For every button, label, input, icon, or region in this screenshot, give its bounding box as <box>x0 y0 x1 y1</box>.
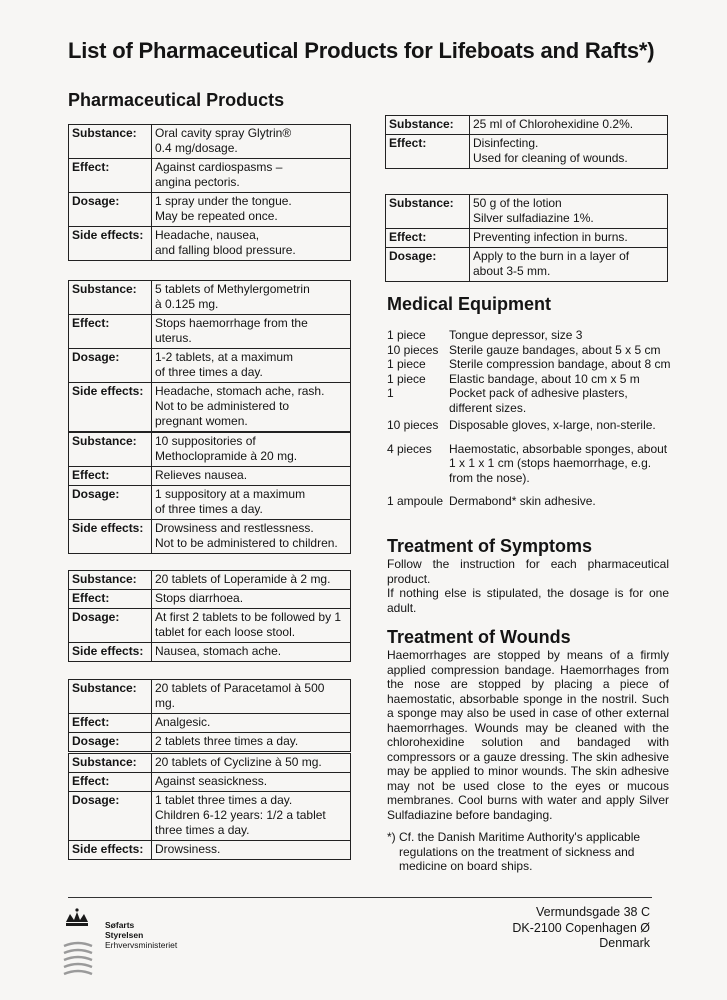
equipment-qty: 10 pieces <box>387 418 439 432</box>
treatment-of-wounds-text: Haemorrhages are stopped by means of a firmly applied compression bandage. Haemorrhages from the nose are stopped by placing a piece of haemostatic, absorbable sponge in the nostril. Such a sponge may also be used in case of other external haemorrhages. Wounds may be cleaned with the chlorohexidine solution and bandaged with compressors or a gauze dressing. The skin adhesive may be applied to minor wounds. The skin adhesive may not be used close to the eyes or mucous membranes. Cool burns with water and apply Silver Sulfadiazine before bandaging. <box>387 648 669 822</box>
substance-value: 20 tablets of Paracetamol à 500 mg. <box>152 680 351 714</box>
equipment-desc: Dermabond* skin adhesive. <box>449 494 596 508</box>
logo-line-3: Erhvervsministeriet <box>105 940 178 950</box>
effect-value: Stops diarrhoea. <box>152 590 351 609</box>
equipment-desc: Disposable gloves, x-large, non-sterile. <box>449 418 656 432</box>
table-row <box>69 520 351 554</box>
substance-label: Substance: <box>69 571 152 590</box>
side-effects-value: Headache, nausea, and falling blood pressure. <box>152 227 351 261</box>
table-row <box>69 227 351 261</box>
effect-value: Disinfecting. Used for cleaning of wounds. <box>470 135 668 169</box>
list-item <box>387 386 677 415</box>
equipment-desc: Tongue depressor, size 3 <box>449 328 583 342</box>
substance-value: 50 g of the lotion Silver sulfadiazine 1%. <box>470 195 668 229</box>
list-item <box>387 328 677 343</box>
dosage-label: Dosage: <box>69 792 152 841</box>
substance-label: Substance: <box>69 433 152 467</box>
table-row <box>386 135 668 169</box>
substance-value: 25 ml of Chlorohexidine 0.2%. <box>470 116 668 135</box>
treatment-of-symptoms-heading: Treatment of Symptoms <box>387 536 593 556</box>
product-table-cyclizine <box>68 753 351 860</box>
table-row <box>69 383 351 432</box>
table-row <box>386 116 668 135</box>
dosage-label: Dosage: <box>386 248 470 282</box>
effect-label: Effect: <box>69 159 152 193</box>
logo-wordmark <box>105 920 177 950</box>
effect-label: Effect: <box>69 315 152 349</box>
list-item <box>387 357 677 372</box>
table-row <box>69 315 351 349</box>
treatment-of-symptoms-section <box>387 535 669 615</box>
page-title: List of Pharmaceutical Products for Lifeboats and Rafts*) <box>68 38 655 63</box>
table-row <box>69 754 351 773</box>
footer-divider <box>68 897 652 898</box>
table-row <box>69 773 351 792</box>
substance-label: Substance: <box>69 281 152 315</box>
side-effects-label: Side effects: <box>69 227 152 261</box>
treatment-of-symptoms-text-1: Follow the instruction for each pharmaceutical product. <box>387 557 669 586</box>
dosage-label: Dosage: <box>69 349 152 383</box>
equipment-qty: 1 piece <box>387 328 426 342</box>
pharmaceutical-products-heading: Pharmaceutical Products <box>68 90 285 110</box>
substance-value: 20 tablets of Cyclizine à 50 mg. <box>152 754 351 773</box>
equipment-desc: Elastic bandage, about 10 cm x 5 m <box>449 371 640 386</box>
effect-value: Against cardiospasms – angina pectoris. <box>152 159 351 193</box>
effect-value: Stops haemorrhage from the uterus. <box>152 315 351 349</box>
table-row <box>386 248 668 282</box>
side-effects-value: Drowsiness. <box>152 841 351 860</box>
substance-label: Substance: <box>69 680 152 714</box>
list-item <box>387 442 677 486</box>
table-row <box>69 643 351 662</box>
substance-label: Substance: <box>386 116 470 135</box>
equipment-desc: Haemostatic, absorbable sponges, about 1 x 1 x 1 cm (stops haemorrhage, e.g. from the nose). <box>449 441 668 485</box>
equipment-qty: 10 pieces <box>387 342 439 357</box>
effect-value: Analgesic. <box>152 714 351 733</box>
table-row <box>69 467 351 486</box>
side-effects-value: Drowsiness and restlessness. Not to be administered to children. <box>152 520 351 554</box>
table-row <box>69 349 351 383</box>
dosage-label: Dosage: <box>69 733 152 752</box>
equipment-qty: 4 pieces <box>387 441 432 456</box>
dosage-value: 1 spray under the tongue. May be repeated once. <box>152 193 351 227</box>
address-city: DK-2100 Copenhagen Ø <box>512 920 650 935</box>
substance-label: Substance: <box>69 125 152 159</box>
effect-label: Effect: <box>386 135 470 169</box>
dosage-label: Dosage: <box>69 609 152 643</box>
effect-value: Against seasickness. <box>152 773 351 792</box>
list-item <box>387 343 677 358</box>
list-item <box>387 494 677 509</box>
address-country: Denmark <box>599 936 650 950</box>
effect-value: Relieves nausea. <box>152 467 351 486</box>
equipment-qty: 1 <box>387 386 394 400</box>
logo-line-1: Søfarts <box>105 920 135 930</box>
product-table-paracetamol <box>68 679 351 752</box>
product-table-chlorohexidine <box>385 115 668 169</box>
table-row <box>69 193 351 227</box>
logo-line-2: Styrelsen <box>105 930 144 940</box>
treatment-of-wounds-heading: Treatment of Wounds <box>387 627 571 647</box>
table-row <box>69 714 351 733</box>
table-row <box>69 792 351 841</box>
side-effects-label: Side effects: <box>69 643 152 662</box>
dosage-value: Apply to the burn in a layer of about 3-5 mm. <box>470 248 668 282</box>
effect-label: Effect: <box>69 773 152 792</box>
equipment-desc: Pocket pack of adhesive plasters, different sizes. <box>449 386 628 415</box>
product-table-methoclopramide <box>68 432 351 554</box>
product-table-loperamide <box>68 570 351 662</box>
table-row <box>69 590 351 609</box>
side-effects-value: Nausea, stomach ache. <box>152 643 351 662</box>
effect-value: Preventing infection in burns. <box>470 229 668 248</box>
side-effects-label: Side effects: <box>69 841 152 860</box>
effect-label: Effect: <box>69 714 152 733</box>
substance-label: Substance: <box>386 195 470 229</box>
table-row <box>69 571 351 590</box>
dosage-value: 1 tablet three times a day. Children 6-12 years: 1/2 a tablet three times a day. <box>152 792 351 841</box>
effect-label: Effect: <box>386 229 470 248</box>
medical-equipment-list <box>387 328 677 509</box>
dosage-label: Dosage: <box>69 193 152 227</box>
table-row <box>69 733 351 752</box>
substance-value: Oral cavity spray Glytrin® 0.4 mg/dosage. <box>152 125 351 159</box>
table-row <box>69 609 351 643</box>
effect-label: Effect: <box>69 467 152 486</box>
footnote <box>387 830 669 874</box>
product-table-silver-sulfadiazine <box>385 194 668 282</box>
table-row <box>69 486 351 520</box>
side-effects-label: Side effects: <box>69 520 152 554</box>
substance-value: 10 suppositories of Methoclopramide à 20 mg. <box>152 433 351 467</box>
product-table-methylergometrin <box>68 280 351 432</box>
table-row <box>69 433 351 467</box>
list-item <box>387 372 677 387</box>
table-row <box>386 195 668 229</box>
side-effects-value: Headache, stomach ache, rash. Not to be administered to pregnant women. <box>152 383 351 432</box>
list-item <box>387 418 677 433</box>
equipment-qty: 1 piece <box>387 357 426 371</box>
dosage-value: 1-2 tablets, at a maximum of three times a day. <box>152 349 351 383</box>
equipment-qty: 1 ampoule <box>387 494 444 508</box>
table-row <box>69 680 351 714</box>
dosage-value: 1 suppository at a maximum of three times a day. <box>152 486 351 520</box>
treatment-of-wounds-section <box>387 626 669 874</box>
table-row <box>386 229 668 248</box>
dosage-value: 2 tablets three times a day. <box>152 733 351 752</box>
substance-value: 20 tablets of Loperamide à 2 mg. <box>152 571 351 590</box>
table-row <box>69 281 351 315</box>
substance-label: Substance: <box>69 754 152 773</box>
footnote-text: Cf. the Danish Maritime Authority's applicable regulations on the treatment of sickness and medicine on board ships. <box>399 830 641 873</box>
equipment-desc: Sterile gauze bandages, about 5 x 5 cm <box>449 342 661 357</box>
address-block <box>512 905 650 952</box>
table-row <box>69 159 351 193</box>
equipment-qty: 1 piece <box>387 371 426 386</box>
dosage-label: Dosage: <box>69 486 152 520</box>
address-street: Vermundsgade 38 C <box>536 905 650 919</box>
table-row <box>69 841 351 860</box>
table-row <box>69 125 351 159</box>
medical-equipment-heading: Medical Equipment <box>387 294 552 314</box>
equipment-desc: Sterile compression bandage, about 8 cm <box>449 357 671 371</box>
side-effects-label: Side effects: <box>69 383 152 432</box>
effect-label: Effect: <box>69 590 152 609</box>
dosage-value: At first 2 tablets to be followed by 1 tablet for each loose stool. <box>152 609 351 643</box>
product-table-glytrin <box>68 124 351 261</box>
substance-value: 5 tablets of Methylergometrin à 0.125 mg. <box>152 281 351 315</box>
footnote-mark: *) <box>387 830 396 844</box>
treatment-of-symptoms-text-2: If nothing else is stipulated, the dosage is for one adult. <box>387 586 669 615</box>
